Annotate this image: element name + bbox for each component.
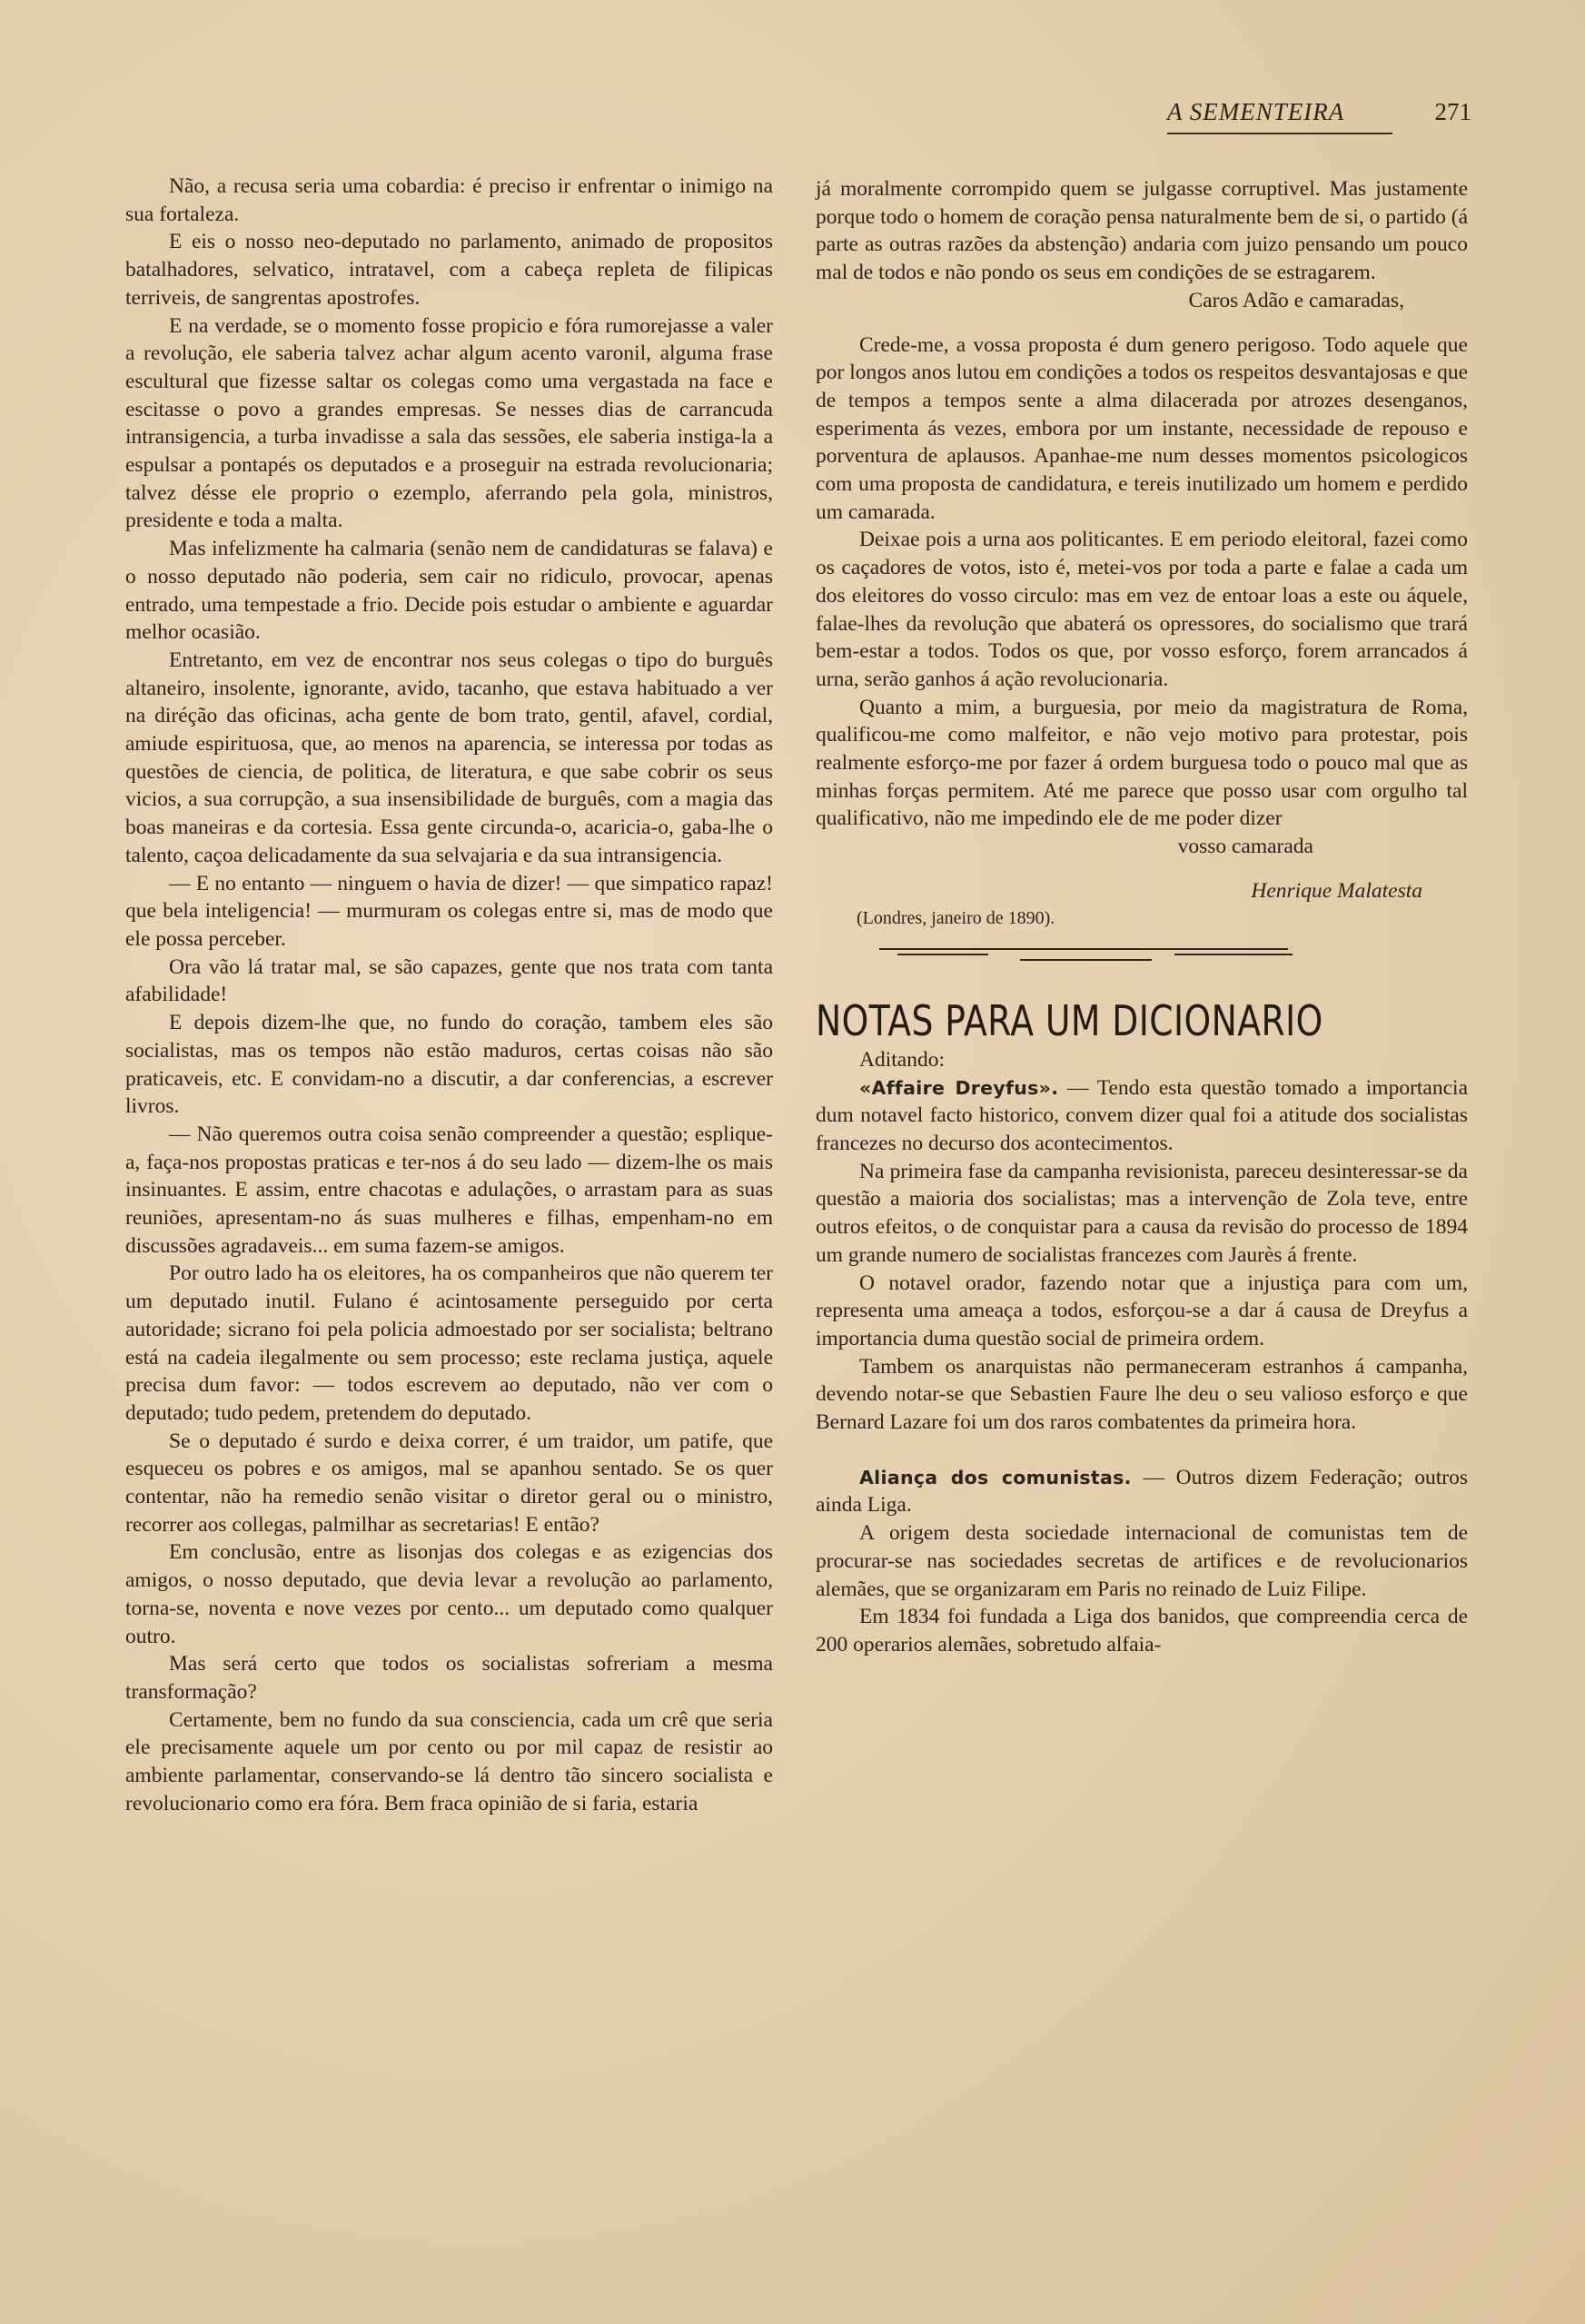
entry-text: — Tendo esta questão tomado a importancia dum notavel facto historico, convem dizer qual foi a atitude dos socialistas francezes no decurso dos acontecimentos.	[816, 1075, 1468, 1155]
divider-rule	[1174, 954, 1293, 955]
divider-rule	[1020, 959, 1152, 961]
paragraph: Crede-me, a vossa proposta é dum genero perigoso. Todo aquele que por longos anos lutou em condições a todos os respeitos desvantajosas e que de tempos a tempos sente a alma dilacerada por atrozes desenganos, esperimenta ás vezes, embora por um instante, necessidade de repouso e porventura de aplausos. Apanhae-me num desses momentos psicologicos com uma proposta de candidatura, e tereis inutilizado um homem e perdido um camarada.	[816, 332, 1468, 524]
paragraph: Quanto a mim, a burguesia, por meio da magistratura de Roma, qualificou-me como malfeitor, e não vejo motivo para protestar, pois realmente esforço-me por fazer á ordem burguesa todo o pouco mal que as minhas forças permitem. Até me parece que posso usar com orgulho tal qualificativo, não me impedindo ele de me poder dizer	[816, 695, 1468, 831]
paragraph: E eis o nosso neo-deputado no parlamento, animado de propositos batalhadores, selvatico, intratavel, com a cabeça repleta de filipicas terriveis, de sangrentas apostrofes.	[125, 230, 773, 310]
dictionary-entry	[816, 1464, 1468, 1519]
paragraph: Mas infelizmente ha calmaria (senão nem de candidaturas se falava) e o nosso deputado não poderia, sem cair no ridiculo, provocar, apenas entrado, uma tempestade a frio. Decide pois estudar o ambiente e aguardar melhor ocasião.	[125, 537, 773, 645]
divider-rule	[897, 954, 988, 955]
paragraph: O notavel orador, fazendo notar que a injustiça para com um, representa uma ameaça a todos, esforçou-se a dar á causa de Dreyfus a importancia duma questão social de primeira ordem.	[816, 1271, 1468, 1350]
paragraph: — E no entanto — ninguem o havia de dizer! — que simpatico rapaz! que bela inteligencia! — murmuram os colegas entre si, mas de modo que ele possa perceber.	[125, 871, 773, 951]
paragraph: E depois dizem-lhe que, no fundo do coração, tambem eles são socialistas, mas os tempos não estão maduros, certas coisas não são praticaveis, etc. E convidam-no a discutir, a dar conferencias, a escrever livros.	[125, 1011, 773, 1119]
continued-paragraph: já moralmente corrompido quem se julgasse corruptivel. Mas justamente porque todo o homem de coração pensa naturalmente bem de si, o partido (á parte as outras razões da abstenção) andaria com juizo pensando um pouco mal de todos e não pondo os seus em condições de se estragarem.	[816, 177, 1468, 285]
paragraph: Em conclusão, entre as lisonjas dos colegas e as ezigencias dos amigos, o nosso deputado, que devia levar a revolução ao parlamento, torna-se, noventa e nove vezes por cento... um deputado como qualquer outro.	[125, 1540, 773, 1648]
paragraph: Na primeira fase da campanha revisionista, pareceu desinteressar-se da questão a maioria dos socialistas; mas a intervenção de Zola teve, entre outros efeitos, o de conquistar para a causa da revisão do processo de 1894 um grande numero de socialistas francezes com Jaurès á frente.	[816, 1159, 1468, 1267]
dictionary-entry	[816, 1074, 1468, 1158]
page-number: 271	[1434, 98, 1471, 125]
header-rule	[1167, 133, 1392, 134]
signature-block	[816, 861, 1468, 928]
paragraph: Deixae pois a urna aos politicantes. E em periodo eleitoral, fazei como os caçadores de votos, isto é, metei-vos por toda a parte e falae a cada um dos eleitores do vosso circulo: mas em vez de entoar loas a este ou áquele, falae-lhes da revolução que abaterá os opressores, do socialismo que trará bem-estar a todos. Todos os que, por vosso esforço, forem arrancados á urna, serão ganhos á ação revolucionaria.	[816, 528, 1468, 691]
paragraph: Ora vão lá tratar mal, se são capazes, gente que nos trata com tanta afabilidade!	[125, 954, 773, 1007]
letter-signoff: vosso camarada	[1177, 835, 1313, 859]
spacer	[816, 1437, 1468, 1464]
entry-heading: Aliança dos comunistas.	[859, 1466, 1132, 1488]
right-column	[816, 175, 1468, 1659]
journal-title: A SEMENTEIRA	[1167, 98, 1345, 125]
paragraph: Em 1834 foi fundada a Liga dos banidos, que compreendia cerca de 200 operarios alemães, sobretudo alfaia-	[816, 1605, 1468, 1656]
running-header	[1167, 98, 1471, 134]
entry-text: — Outros dizem Federação; outros ainda Liga.	[816, 1465, 1468, 1518]
spacer	[816, 315, 1468, 331]
dateline: (Londres, janeiro de 1890).	[857, 907, 1055, 928]
paragraph: Por outro lado ha os eleitores, ha os companheiros que não querem ter um deputado inutil. Fulano é acintosamente perseguido por certa autoridade; sicrano foi pela policia admoestado por ser socialista; beltrano está na cadeia ilegalmente ou sem processo; este reclama justiça, aquele precisa dum favor: — todos escrevem ao deputado, não ver com o deputado; tudo pedem, pretendem do deputado.	[125, 1261, 773, 1425]
paragraph: — Não queremos outra coisa senão compreender a questão; esplique-a, faça-nos propostas praticas e ter-nos á do seu lado — dizem-lhe os mais insinuantes. E assim, entre chacotas e adulações, o arrastam para as suas reuniões, apresentam-no ás suas mulheres e filhas, empenham-no em discussões agradaveis... em suma fazem-se amigos.	[125, 1122, 773, 1258]
paragraph: Certamente, bem no fundo da sua consciencia, cada um crê que seria ele precisamente aquele um por cento ou por mil capaz de resistir ao ambiente parlamentar, conservando-se lá dentro tão sincero socialista e revolucionario como era fóra. Bem fraca opinião de si faria, estaria	[125, 1707, 773, 1815]
paragraph: Não, a recusa seria uma cobardia: é preciso ir enfrentar o inimigo na sua fortaleza.	[125, 174, 773, 226]
paragraph: Mas será certo que todos os socialistas sofreriam a mesma transformação?	[125, 1652, 773, 1704]
entry-heading: «Affaire Dreyfus».	[859, 1076, 1059, 1099]
divider-rule	[879, 948, 1288, 950]
paragraph: Tambem os anarquistas não permaneceram estranhos á campanha, devendo notar-se que Sebastien Faure lhe deu o seu valioso esforço e que Bernard Lazare foi um dos raros combatentes da primeira hora.	[816, 1354, 1468, 1435]
paragraph: Se o deputado é surdo e deixa correr, é um traidor, um patife, que esqueceu os pobres e os amigos, mal se apanhou sentado. Se os quer contentar, não ha remedio senão visitar o diretor geral ou o ministro, recorrer aos collegas, palmilhar as secretarias! E então?	[125, 1429, 773, 1537]
letter-salutation: Caros Adão e camaradas,	[1188, 288, 1404, 312]
paragraph: Entretanto, em vez de encontrar nos seus colegas o tipo do burguês altaneiro, insolente, ignorante, avido, tacanho, que estava habituado a ver na diréção das oficinas, acha gente de bom trato, gentil, afavel, cordial, amiude espirituosa, que, ao menos na aparencia, se interessa por todas as questões de ciencia, de politica, de literatura, e que sabe cobrir os seus vicios, a sua corrupção, a sua insensibilidade de burguês, com a magia das boas maneiras e da cortesia. Essa gente circunda-o, acaricia-o, gaba-lhe o talento, caçoa delicadamente da sua selvajaria e da sua intransigencia.	[125, 648, 773, 867]
paragraph: E na verdade, se o momento fosse propicio e fóra rumorejasse a valer a revolução, ele saberia talvez achar algum acento varonil, alguma frase escultural que fizesse saltar os colegas como uma vergastada na face e escitasse o povo a grandes empresas. Se nesses dias de carrancuda intransigencia, a turba invadisse a sala das sessões, ele saberia instiga-la a espulsar a pontapés os deputados e a proseguir na estrada revolucionaria; talvez désse ele proprio o ezemplo, aferrando pela gola, ministros, presidente e toda a malta.	[125, 313, 773, 533]
signature: Henrique Malatesta	[1251, 878, 1422, 903]
paragraph: A origem desta sociedade internacional de comunistas tem de procurar-se nas sociedades secretas de artifices e de revolucionarios alemães, que se organizaram em Paris no reinado de Luiz Filipe.	[816, 1521, 1468, 1601]
section-divider	[816, 921, 1468, 984]
section-title: NOTAS PARA UM DICIONARIO	[816, 995, 1323, 1045]
left-column	[125, 173, 773, 1817]
aditando-label: Aditando:	[859, 1047, 945, 1072]
